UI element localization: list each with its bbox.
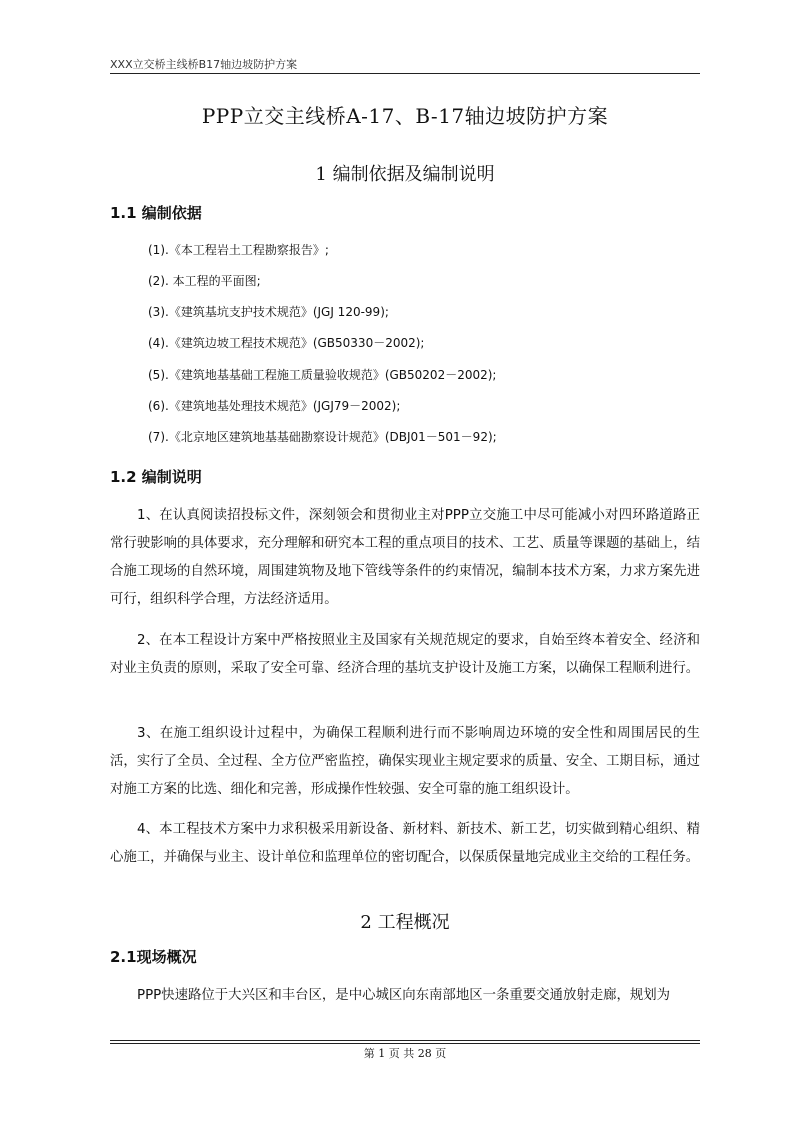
section-1-1-heading: 1.1 编制依据 <box>110 204 202 222</box>
header-rule <box>110 73 700 74</box>
paragraph-1: 1、在认真阅读招投标文件，深刻领会和贯彻业主对PPP立交施工中尽可能减小对四环路道路正常行驶影响的具体要求，充分理解和研究本工程的重点项目的技术、工艺、质量等课题的基础上，结合施工现场的自然环境，周围建筑物及地下管线等条件的约束情况，编制本技术方案，力求方案先进可行，组织科学合理，方法经济适用。 <box>110 508 700 607</box>
paragraph-3: 3、在施工组织设计过程中，为确保工程顺利进行而不影响周边环境的安全性和周围居民的生活，实行了全员、全过程、全方位严密监控，确保实现业主规定要求的质量、安全、工期目标，通过对施工方案的比选、细化和完善，形成操作性较强、安全可靠的施工组织设计。 <box>110 726 700 797</box>
reference-item: (6).《建筑地基处理技术规范》(JGJ79－2002); <box>148 399 401 413</box>
paragraph-4: 4、本工程技术方案中力求积极采用新设备、新材料、新技术、新工艺，切实做到精心组织、精心施工，并确保与业主、设计单位和监理单位的密切配合，以保质保量地完成业主交给的工程任务。 <box>110 822 700 865</box>
footer-rule <box>110 1043 700 1044</box>
reference-item: (4).《建筑边坡工程技术规范》(GB50330－2002); <box>148 336 425 350</box>
section-1-2-heading: 1.2 编制说明 <box>110 468 202 486</box>
reference-item: (5).《建筑地基基础工程施工质量验收规范》(GB50202－2002); <box>148 368 497 382</box>
section-2-1-heading: 2.1现场概况 <box>110 948 197 966</box>
paragraph-5: PPP快速路位于大兴区和丰台区，是中心城区向东南部地区一条重要交通放射走廊，规划为 <box>137 988 671 1003</box>
section-1-heading: 1 编制依据及编制说明 <box>315 164 495 185</box>
footer-rule <box>110 1040 700 1041</box>
reference-item: (2). 本工程的平面图; <box>148 274 261 288</box>
reference-item: (1).《本工程岩土工程勘察报告》; <box>148 243 329 257</box>
paragraph-2: 2、在本工程设计方案中严格按照业主及国家有关规范规定的要求，自始至终本着安全、经济和对业主负责的原则，采取了安全可靠、经济合理的基坑支护设计及施工方案，以确保工程顺利进行。 <box>110 633 700 676</box>
header-text: XXX立交桥主线桥B17轴边坡防护方案 <box>110 58 298 71</box>
reference-item: (3).《建筑基坑支护技术规范》(JGJ 120-99); <box>148 305 389 319</box>
reference-item: (7).《北京地区建筑地基基础勘察设计规范》(DBJ01－501－92); <box>148 430 497 444</box>
page-number: 第 1 页 共 28 页 <box>363 1047 447 1060</box>
document-title: PPP立交主线桥A-17、B-17轴边坡防护方案 <box>201 104 609 128</box>
section-2-heading: 2 工程概况 <box>360 912 450 933</box>
